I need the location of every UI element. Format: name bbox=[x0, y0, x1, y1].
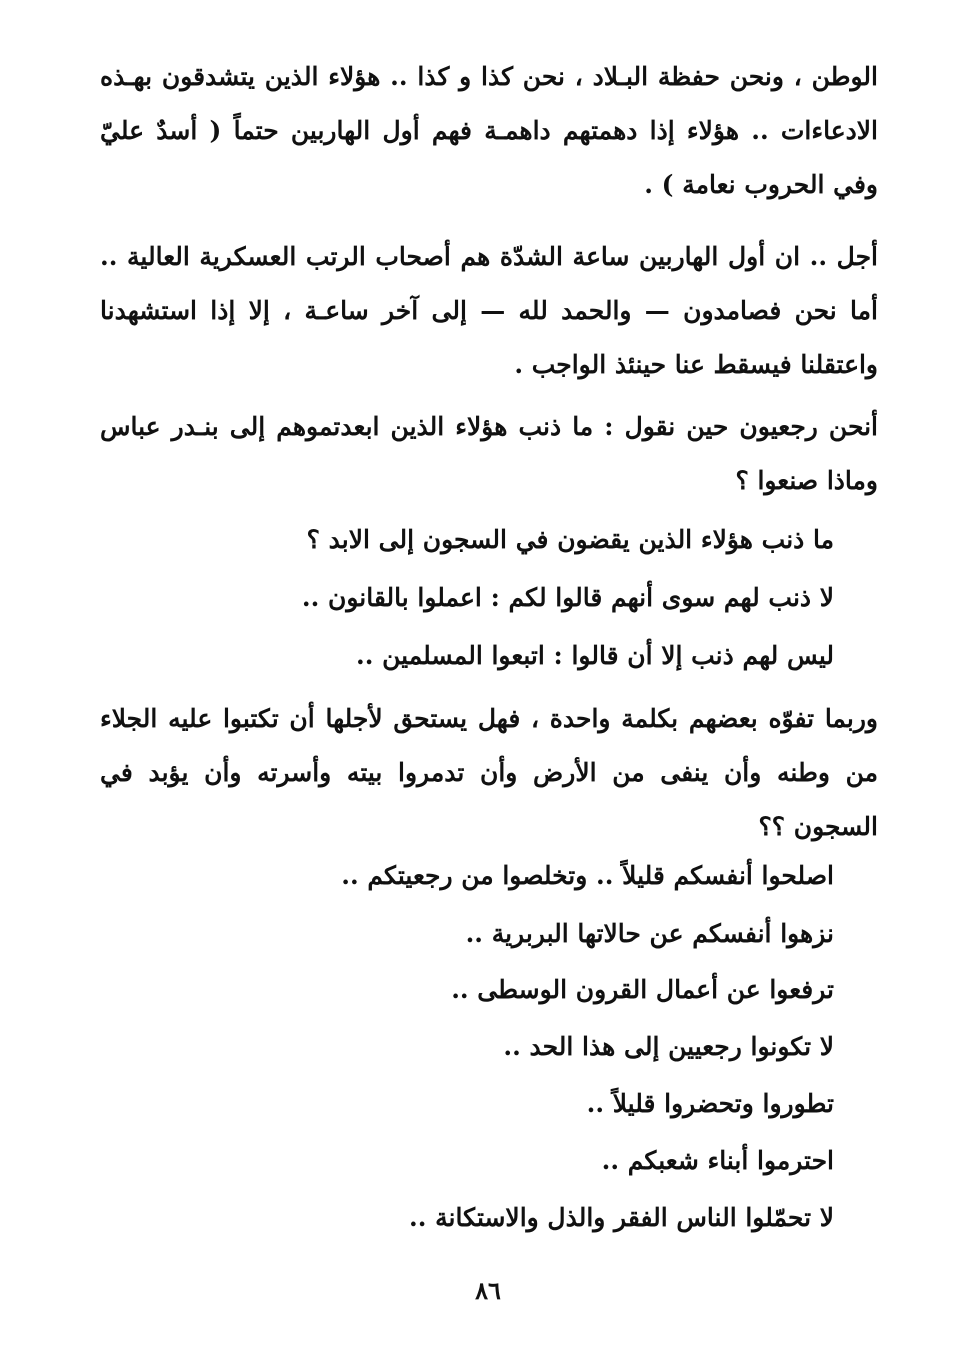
text-line: اصلحوا أنفسكم قليلاً .. وتخلصوا من رجعيتكم .. bbox=[341, 861, 834, 890]
paragraph-3: أنحن رجعيون حين نقول : ما ذنب هؤلاء الذين ابعدتموهم إلى بنـدر عباس وماذا صنعوا ؟ bbox=[100, 412, 878, 495]
text-line: لا تحمّلوا الناس الفقر والذل والاستكانة .. bbox=[409, 1203, 834, 1232]
paragraph-1: الوطن ، ونحن حفظة البـلاد ، نحن كذا و كذا .. هؤلاء الذين يتشدقون بهـذه الادعاءات .. هؤلاء إذا دهمتهم داهمـة فهم أول الهاربين حتماً ( أسدٌ عليّ وفي الحروب نعامة ) . bbox=[100, 62, 878, 199]
text-line: احترموا أبناء شعبكم .. bbox=[601, 1146, 834, 1175]
paragraph-2: أجل .. ان أول الهاربين ساعة الشدّة هم أصحاب الرتب العسكرية العالية .. أما نحن فصامدون — والحمد لله — إلى آخر ساعـة ، إلا إذا استشهدنا واعتقلنا فيسقط عنا حينئذ الواجب . bbox=[100, 242, 878, 379]
text-line: ما ذنب هؤلاء الذين يقضون في السجون إلى الابد ؟ bbox=[306, 525, 834, 554]
text-line: لا ذنب لهم سوى أنهم قالوا لكم : اعملوا بالقانون .. bbox=[301, 583, 834, 612]
paragraph-4: وربما تفوّه بعضهم بكلمة واحدة ، فهل يستحق لأجلها أن تكتبوا عليه الجلاء من وطنه وأن ينفى من الأرض وأن تدمروا بيته وأسرته وأن يؤبد في السجون ؟؟ bbox=[100, 704, 878, 841]
text-line: نزهوا أنفسكم عن حالاتها البربرية .. bbox=[465, 919, 834, 948]
text-line: ليس لهم ذنب إلا أن قالوا : اتبعوا المسلمين .. bbox=[356, 641, 834, 670]
text-line: ترفعوا عن أعمال القرون الوسطى .. bbox=[451, 975, 834, 1004]
text-line: تطوروا وتحضروا قليلاً .. bbox=[586, 1089, 834, 1118]
page-number: ٨٦ bbox=[475, 1276, 501, 1305]
text-line: لا تكونوا رجعيين إلى هذا الحد .. bbox=[503, 1032, 834, 1061]
